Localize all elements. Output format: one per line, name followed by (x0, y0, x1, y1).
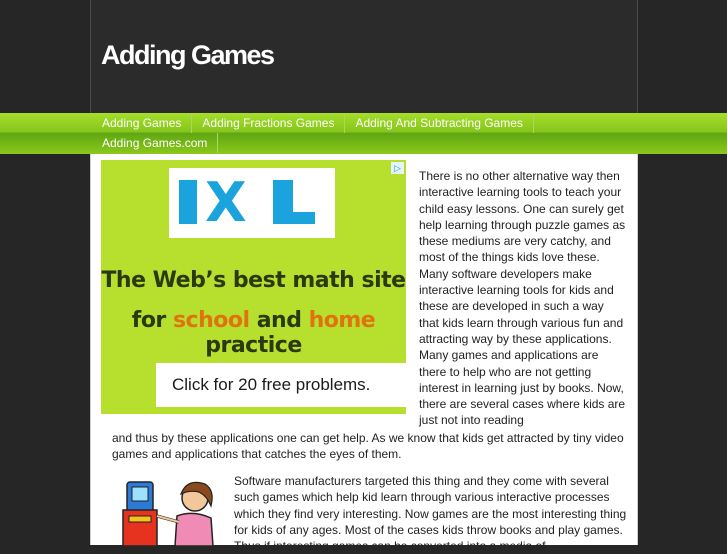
ad-headline: The Web’s best math site (101, 268, 406, 293)
site-title[interactable]: Adding Games (101, 40, 274, 70)
ixl-advertisement[interactable] (101, 160, 406, 414)
ad-highlight-school: school (172, 308, 250, 333)
site-header (90, 0, 638, 113)
ad-subheadline-part: and (249, 308, 309, 333)
nav-item-adding-fractions-games[interactable]: Adding Fractions Games (192, 113, 345, 133)
nav-item-adding-games-com[interactable]: Adding Games.com (92, 133, 218, 153)
ixl-logo (169, 168, 335, 238)
nav-row-2 (92, 133, 218, 153)
ixl-logo-x: X (205, 171, 247, 234)
article-paragraph-2: Software manufacturers targeted this thing and they come with several such games which help kid learn through various interactive processes which they find very interesting. Now games are the most interesting thing for kids of any ages. Most of the cases kids throw books and play games. Thus if interesting games can be converted into a media of (234, 474, 627, 554)
ad-subheadline (101, 308, 406, 358)
ad-highlight-home: home (308, 308, 376, 333)
adchoices-icon[interactable]: ▷ (391, 162, 404, 174)
nav-row-1 (92, 113, 534, 133)
ixl-logo-l-base (273, 212, 315, 224)
nav-item-adding-and-subtracting-games[interactable]: Adding And Subtracting Games (345, 113, 533, 133)
nav-item-adding-games[interactable]: Adding Games (92, 113, 192, 133)
main-content (90, 154, 638, 554)
article-paragraph-1-wrap: There is no other alternative way then interactive learning tools to teach your child easy lessons. One can surely get help learning through puzzle games as these mediums are very catchy, and most of the things kids love these. Many software developers make interactive learning tools for kids and these are developed in such a way that kids learn through various fun and attracting way by these applications. Many games and applications are there to help who are not getting interest in learning just by books. Now, there are several cases where kids are just not into reading (419, 169, 626, 428)
main-navigation (0, 113, 727, 154)
article-paragraph-1-continued: and thus by these applications one can get help. As we know that kids get attracted by tiny video games and applications that catches the eyes of them. (112, 431, 624, 462)
kid-playing-arcade-illustration (115, 476, 225, 546)
ad-cta-button[interactable] (156, 363, 406, 407)
ad-cta-label: Click for 20 free problems. (172, 375, 371, 394)
ixl-logo-i (179, 180, 197, 224)
ad-subheadline-part: practice (205, 333, 302, 358)
ad-subheadline-part: for (131, 308, 173, 333)
